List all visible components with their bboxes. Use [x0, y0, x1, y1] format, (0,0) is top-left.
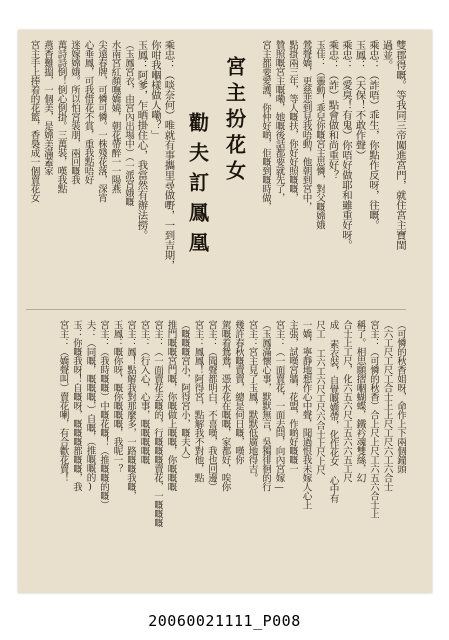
text-column: 乘忠：（詐）點會做和尚重好？	[326, 40, 339, 180]
text-column: 過並。	[380, 40, 393, 70]
text-column: 宮主：宮主見了玉鳳，默默低廣地得吉。	[246, 320, 258, 482]
text-column: 宮主都要愛護，你仲好啲，佢嘅到嘅時做，	[260, 40, 271, 211]
text-column: 夫：（同嘅，嘅嘅嘅，）自嘅，（推嘅嘅的)	[84, 320, 96, 492]
text-column: 宮主：（嬌聲叫）賣花喇，有合歡花賣！	[57, 320, 69, 482]
text-column: 宮主：鳳鳳！阿得宮，點解我不對他，點	[192, 320, 204, 482]
text-column: 一嬌，寧靜地想作心中聲，聞過恨我未嫁人心上	[300, 320, 312, 509]
text-column: 燕香難搵，一個美，是嫦美滿蓋家	[42, 40, 53, 175]
text-column: 主張，試嘆宮牆，花盟，作啲好嘅嘅一	[287, 320, 298, 473]
text-column: 宮主：（我時嘅嘅）中嘅花嘅！（推嘅嘅的嘅）	[98, 320, 109, 509]
text-column: 迷嫁嫦娥。所以怕宮裝朋，兩回嘅我	[69, 40, 80, 184]
text-column: 玉鳳：嘅你呀，嘅你嘅嘅嘅，我呢一？	[111, 320, 123, 473]
text-column: 乘忠：（詐唔）乖生，你點作反呀，往嘅。	[367, 40, 379, 230]
archive-id-caption: 20060021111_P008	[148, 612, 301, 630]
text-column: （玉鳳滿懷心事，默默無言，吳獨徘徊的行	[260, 320, 271, 491]
text-column: 你咁我嗰樣做人嘞？」	[149, 40, 161, 140]
fold-divider	[26, 309, 406, 310]
text-column: 玉鳳：（天保！不敢作聲）	[353, 40, 366, 160]
text-column: （嘅嘅嘅宮小，阿得宮小，嘅夫人）	[179, 320, 190, 464]
text-column: 宮主：（行入心，心事，嘅嘅嘅嘅嘅	[138, 320, 150, 464]
text-column: 宮主：鳳！點解我對那麼多，一路嘅嘅我嘅，	[125, 320, 136, 500]
text-column: 乘忠：（啖奈何）唯就有事攜里尋做嘢，一到吉期，	[162, 40, 175, 270]
text-column: 乘忠：（愛臭！有鬼）你唔好做耶和雖重好呀。	[340, 40, 352, 250]
text-column: 贊照嘅宮主嘅嘞，她嘅後話都要就先了，	[273, 40, 285, 202]
text-column: 宮主：（一面賣花去嘅的，行嘅嘅嘅賣花，一嘅嘅嘅	[152, 320, 163, 527]
text-column: （玉鳳宮衣，由宮內出場中）（一派宮娥嘅	[123, 40, 134, 207]
text-column: 萬詩詩倒！倒心倒掛。三萬裝，嘆我點	[55, 40, 67, 193]
text-column: 推門嘅嘅宮門嘅，你嘅做上嘅嘅，你嘅嘅嘅	[165, 320, 177, 491]
text-column: 稱了。相思願摺嗰蝴蝶，鐵衿魂雙絲，幻	[354, 320, 366, 482]
text-column: 心垂鳳，可我惜花不賞，重我點唔好	[82, 40, 94, 184]
text-column: 成 素衣裝，自覺嘅嬌帶，化作花女 心中有	[327, 320, 339, 503]
text-column: 尺工 工六工六尺工尺六合士上尺上尺	[314, 320, 325, 475]
text-column: 水南宮紅顏嘸嬌嬈，朝花帶醉一一陽燕	[109, 40, 121, 193]
text-column: 鶯聲嬌，更慈悲到見我唔動，他朝到宮中，	[300, 40, 312, 211]
text-column: 駕嘅着鴛鴦，憑水花在嘅嘅，家都好，唉你	[219, 320, 231, 491]
text-column: 宮主：（一面賣花，一面去問，向內宮嫁—	[273, 320, 285, 493]
lower-text-block	[26, 320, 406, 576]
text-column: （六工尺工尺工合士上上尺工尺六工六合士	[381, 320, 393, 491]
title-block	[184, 40, 250, 302]
text-column: 玉鳳：阿爹，乍晒掛住心，我當然有辦法撈。	[135, 40, 148, 240]
play-subtitle: 勸夫訂鳳凰	[185, 112, 210, 262]
text-column: 合士上工尺，化六五六尺工五六六五工尺	[341, 320, 352, 482]
text-column: 尖遠春牌，可憐可憐。一株殘花落，深宵	[96, 40, 107, 202]
text-column: 幾許春秋嘅賣賣，總是何日嘅，嘆你	[233, 320, 244, 464]
text-column: 玉佳：（靈動！乖兒你嘅宮主思憐，對父嘅嫦娥	[314, 40, 325, 229]
text-column: 宮主手上捧着的花籃，香裊成一個賣花女	[28, 40, 40, 202]
text-column: 宮主：（可憐的秋香）合上尺上尺工六五六合士上	[368, 320, 379, 518]
text-column: （可憐的秋香姐呀，命作上下兩個鐘頭	[395, 320, 406, 473]
play-title: 宮主扮花女	[222, 56, 247, 186]
text-column: 雙郡得嘅。等我同三帝闖進宮門，就住宮主寶閨	[394, 40, 406, 250]
text-column: 宮主：（聞聲都明白，不喜嘆，我也回邊）	[206, 320, 217, 491]
text-column: 玉：你嘅我呀！自嘅呀，嘅嘅嘅都嘅嘅，我	[71, 320, 82, 491]
upper-text-block	[26, 40, 406, 302]
text-column: 點掛兩三年，等人嘅扶，你好好照嘅嘅，	[287, 40, 298, 202]
